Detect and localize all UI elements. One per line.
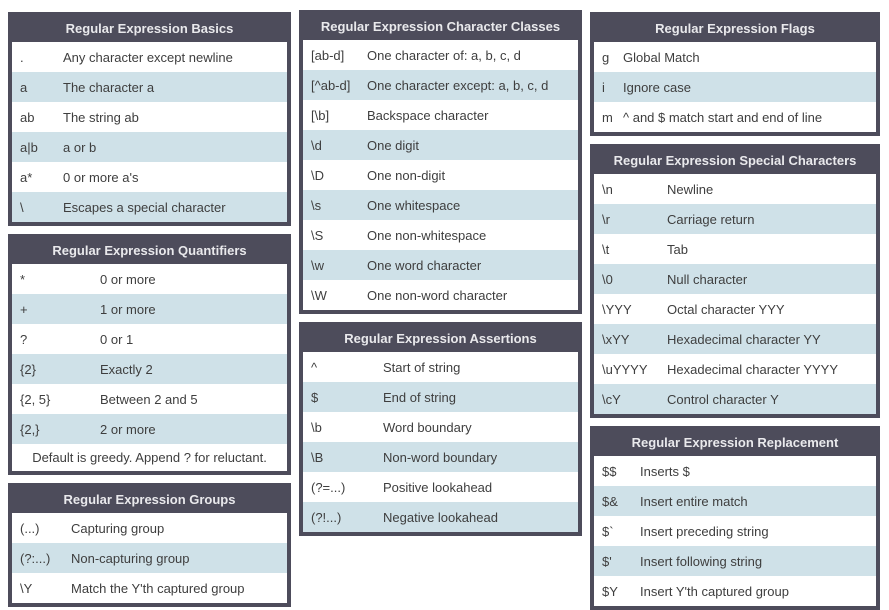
pattern-symbol: $ (311, 389, 319, 405)
pattern-description: One digit (367, 137, 420, 153)
pattern-symbol: \n (602, 181, 613, 197)
table-title: Regular Expression Quantifiers (12, 238, 287, 264)
pattern-description: Control character Y (667, 391, 779, 407)
pattern-description: The character a (63, 79, 155, 95)
pattern-description: The string ab (63, 109, 139, 125)
pattern-description: Octal character YYY (667, 301, 785, 317)
pattern-description: 0 or more (100, 271, 156, 287)
pattern-description: Positive lookahead (383, 479, 493, 495)
pattern-description: Non-capturing group (71, 550, 190, 566)
pattern-symbol: \b (311, 419, 322, 435)
pattern-symbol: \D (311, 167, 324, 183)
table-row (12, 414, 287, 444)
pattern-symbol: $' (602, 553, 612, 569)
pattern-description: a or b (63, 139, 97, 155)
table-row (594, 546, 876, 576)
pattern-symbol: [\b] (311, 107, 330, 123)
pattern-symbol: \W (311, 287, 327, 303)
table-row (594, 486, 876, 516)
pattern-symbol: \B (311, 449, 324, 465)
pattern-symbol: (?!...) (311, 509, 342, 525)
table-title: Regular Expression Groups (12, 487, 287, 513)
table-row (594, 264, 876, 294)
pattern-symbol: a|b (20, 139, 38, 155)
pattern-description: Escapes a special character (63, 199, 226, 215)
pattern-description: Insert following string (640, 553, 763, 569)
table-row (594, 174, 876, 204)
table-row (12, 543, 287, 573)
pattern-symbol: (?:...) (20, 550, 51, 566)
pattern-symbol: m (602, 109, 613, 125)
table-row (594, 102, 876, 132)
pattern-symbol: $Y (602, 583, 618, 599)
pattern-symbol: a (20, 79, 28, 95)
table-row (12, 132, 287, 162)
table-title: Regular Expression Basics (12, 16, 287, 42)
table-row (303, 70, 578, 100)
pattern-description: Hexadecimal character YYYY (667, 361, 839, 377)
table-groups (8, 483, 291, 607)
table-title: Regular Expression Replacement (594, 430, 876, 456)
pattern-symbol: \cY (602, 391, 621, 407)
pattern-description: Capturing group (71, 520, 165, 536)
table-row (594, 72, 876, 102)
table-replacement (590, 426, 880, 610)
pattern-symbol: [^ab-d] (311, 77, 351, 93)
pattern-symbol: {2,} (20, 421, 40, 437)
table-row (303, 250, 578, 280)
pattern-description: Insert Y'th captured group (640, 583, 789, 599)
pattern-description: Negative lookahead (383, 509, 498, 525)
pattern-description: Null character (667, 271, 748, 287)
table-row (594, 324, 876, 354)
table-character-classes (299, 10, 582, 314)
table-row (12, 192, 287, 222)
table-row (303, 442, 578, 472)
pattern-symbol: \YYY (602, 301, 632, 317)
table-row (12, 324, 287, 354)
table-row (303, 100, 578, 130)
table-row (303, 502, 578, 532)
table-special-characters (590, 144, 880, 418)
pattern-symbol: {2} (20, 361, 36, 377)
pattern-symbol: i (602, 79, 605, 95)
pattern-description: Newline (667, 181, 714, 197)
pattern-description: Carriage return (667, 211, 755, 227)
pattern-symbol: [ab-d] (311, 47, 345, 63)
pattern-description: 1 or more (100, 301, 156, 317)
pattern-description: Insert entire match (640, 493, 748, 509)
pattern-symbol: $& (602, 493, 618, 509)
pattern-symbol: {2, 5} (20, 391, 51, 407)
pattern-symbol: \ (20, 199, 24, 215)
table-row (594, 294, 876, 324)
table-row (303, 412, 578, 442)
pattern-symbol: a* (20, 169, 33, 185)
table-row (303, 280, 578, 310)
pattern-description: Non-word boundary (383, 449, 498, 465)
table-row (303, 220, 578, 250)
table-flags (590, 12, 880, 136)
table-row (12, 384, 287, 414)
table-row (303, 352, 578, 382)
pattern-description: Global Match (623, 49, 700, 65)
pattern-symbol: $$ (602, 463, 617, 479)
pattern-description: Exactly 2 (100, 361, 153, 377)
pattern-description: Inserts $ (640, 463, 690, 479)
table-row (303, 130, 578, 160)
pattern-description: Between 2 and 5 (100, 391, 198, 407)
pattern-description: One character of: a, b, c, d (367, 47, 521, 63)
pattern-symbol: \t (602, 241, 610, 257)
pattern-description: 2 or more (100, 421, 156, 437)
pattern-description: Any character except newline (63, 49, 233, 65)
table-basics (8, 12, 291, 226)
pattern-symbol: \w (311, 257, 324, 273)
pattern-description: One whitespace (367, 197, 461, 213)
pattern-description: Tab (667, 241, 688, 257)
pattern-symbol: \xYY (602, 331, 630, 347)
pattern-symbol: $` (602, 523, 614, 539)
table-row (12, 513, 287, 543)
table-row (12, 354, 287, 384)
pattern-symbol: + (20, 301, 28, 317)
table-row (12, 264, 287, 294)
pattern-description: Insert preceding string (640, 523, 769, 539)
pattern-symbol: \0 (602, 271, 613, 287)
pattern-symbol: . (20, 49, 24, 65)
table-title: Regular Expression Character Classes (303, 14, 578, 40)
pattern-symbol: g (602, 49, 610, 65)
pattern-description: One non-word character (367, 287, 508, 303)
table-row (303, 160, 578, 190)
pattern-description: One non-whitespace (367, 227, 487, 243)
pattern-symbol: (...) (20, 520, 40, 536)
pattern-description: One non-digit (367, 167, 446, 183)
pattern-symbol: ^ (311, 359, 318, 375)
table-row (594, 42, 876, 72)
column-left (8, 0, 291, 610)
pattern-symbol: \s (311, 197, 322, 213)
table-row (12, 294, 287, 324)
pattern-symbol: \r (602, 211, 610, 227)
table-row (303, 190, 578, 220)
pattern-symbol: ? (20, 331, 28, 347)
table-row (303, 472, 578, 502)
pattern-description: ^ and $ match start and end of line (623, 109, 823, 125)
pattern-description: Word boundary (383, 419, 472, 435)
pattern-symbol: \S (311, 227, 324, 243)
pattern-symbol: \d (311, 137, 322, 153)
table-row (12, 72, 287, 102)
pattern-description: Start of string (383, 359, 461, 375)
pattern-description: One word character (367, 257, 482, 273)
table-footer-note: Default is greedy. Append ? for reluctant. (12, 444, 287, 471)
pattern-symbol: * (20, 271, 26, 287)
table-row (303, 382, 578, 412)
pattern-description: Hexadecimal character YY (667, 331, 821, 347)
pattern-description: End of string (383, 389, 456, 405)
table-row (12, 102, 287, 132)
table-row (594, 516, 876, 546)
table-row (594, 204, 876, 234)
column-middle (299, 0, 582, 544)
table-title: Regular Expression Flags (594, 16, 876, 42)
table-row (12, 162, 287, 192)
pattern-symbol: (?=...) (311, 479, 346, 495)
pattern-symbol: \uYYYY (602, 361, 648, 377)
table-row (303, 40, 578, 70)
pattern-description: Ignore case (623, 79, 691, 95)
pattern-description: Backspace character (367, 107, 489, 123)
pattern-description: 0 or more a's (63, 169, 139, 185)
table-row (594, 234, 876, 264)
pattern-description: One character except: a, b, c, d (367, 77, 549, 93)
table-title: Regular Expression Assertions (303, 326, 578, 352)
table-title: Regular Expression Special Characters (594, 148, 876, 174)
pattern-description: Match the Y'th captured group (71, 580, 245, 596)
pattern-symbol: \Y (20, 580, 33, 596)
table-assertions (299, 322, 582, 536)
pattern-symbol: ab (20, 109, 35, 125)
table-row (12, 573, 287, 603)
table-row (594, 576, 876, 606)
table-row (12, 42, 287, 72)
table-row (594, 384, 876, 414)
table-row (594, 456, 876, 486)
table-quantifiers (8, 234, 291, 475)
pattern-description: 0 or 1 (100, 331, 134, 347)
table-row (594, 354, 876, 384)
column-right (590, 0, 880, 610)
